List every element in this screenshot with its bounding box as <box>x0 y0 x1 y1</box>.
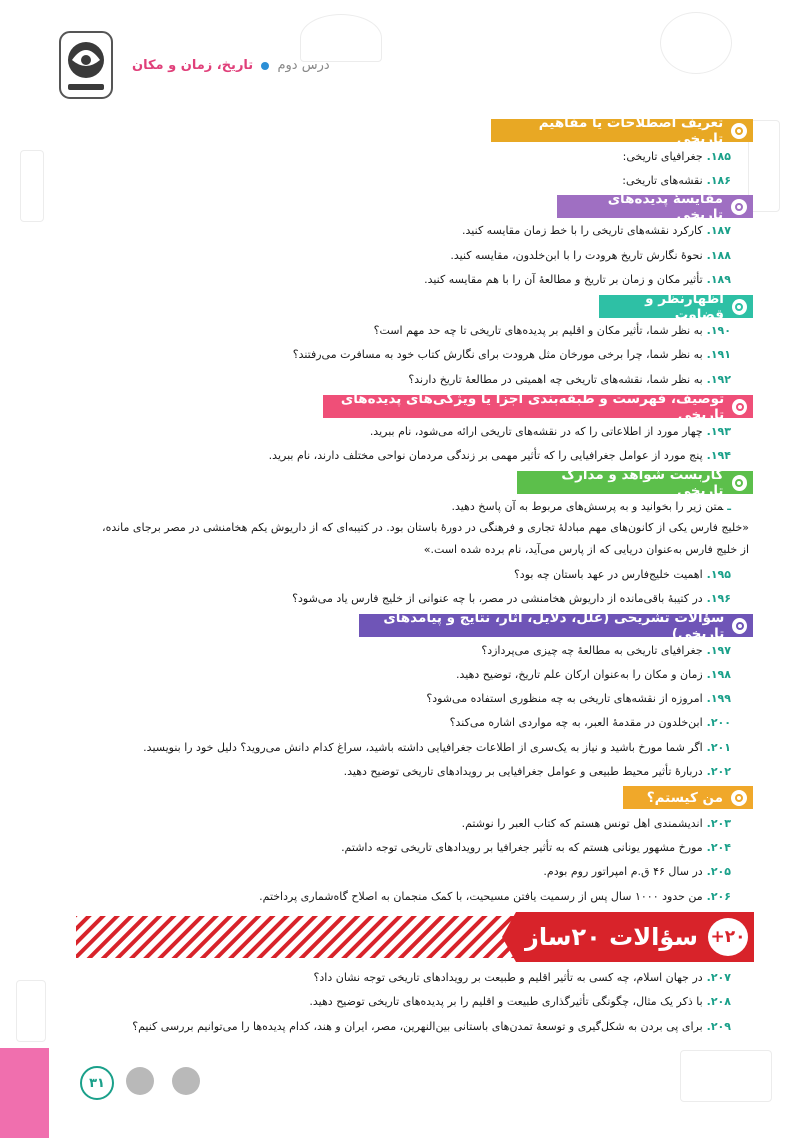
target-icon <box>732 618 747 634</box>
quoted-passage: «خلیج فارس یکی از کانون‌های مهم مبادلهٔ تجاری و فرهنگی در دورهٔ باستان بود. در کتیبه‌ای که از داریوش یکم هخامنشی در مصر برجای مانده، <box>102 521 749 534</box>
target-icon <box>732 399 747 415</box>
question-item: ۱۹۰.به نظر شما، تأثیر مکان و اقلیم بر پدیده‌های تاریخی تا چه حد مهم است؟ <box>373 324 731 337</box>
question-item: ۲۰۶.من حدود ۱۰۰۰ سال پس از رسمیت یافتن مسیحیت، با کمک منجمان به اصلاح گاه‌شماری پرداختم. <box>259 890 731 903</box>
bullet-dot-icon <box>261 62 269 70</box>
section-title: اظهارنظر و قضاوت <box>645 290 724 323</box>
question-item: ۱۹۹.امروزه از نقشه‌های تاریخی به چه منظوری استفاده می‌شود؟ <box>426 692 731 705</box>
question-intro: ـمتن زیر را بخوانید و به پرسش‌های مربوط به آن پاسخ دهید. <box>451 500 731 513</box>
question-item: ۱۸۵.جغرافیای تاریخی: <box>622 150 731 163</box>
section-title: مقایسهٔ پدیده‌های تاریخی <box>607 190 724 223</box>
background-doodle <box>680 1050 772 1102</box>
background-doodle <box>20 150 44 222</box>
topic-label: تاریخ، زمان و مکان <box>132 58 254 73</box>
target-icon <box>731 199 747 215</box>
question-item: ۱۹۷.جغرافیای تاریخی به مطالعهٔ چه چیزی می‌پردازد؟ <box>481 644 731 657</box>
background-doodle <box>16 980 46 1042</box>
target-icon <box>731 123 747 139</box>
question-item: ۲۰۷.در جهان اسلام، چه کسی به تأثیر اقلیم و طبیعت بر رویدادهای تاریخی توجه نشان داد؟ <box>313 971 731 984</box>
section-heading <box>491 114 753 147</box>
decor-circle <box>126 1067 154 1095</box>
section-heading <box>623 786 753 809</box>
question-item: ۱۸۶.نقشه‌های تاریخی: <box>622 174 731 187</box>
target-icon <box>732 299 747 315</box>
question-item: ۲۰۰.ابن‌خلدون در مقدمهٔ العبر، به چه مواردی اشاره می‌کند؟ <box>449 716 731 729</box>
page-header <box>0 0 805 110</box>
question-item: ۱۹۸.زمان و مکان را به‌عنوان ارکان علم تاریخ، توضیح دهید. <box>456 668 731 681</box>
question-item: ۱۹۵.اهمیت خلیج‌فارس در عهد باستان چه بود؟ <box>513 568 731 581</box>
section-title: توصیف، فهرست و طبقه‌بندی اجزا یا ویژگی‌های پدیده‌های تاریخی <box>340 390 725 423</box>
question-item: ۲۰۴.مورخ مشهور یونانی هستم که به تأثیر جغرافیا بر رویدادهای تاریخی توجه داشتم. <box>341 841 731 854</box>
section-heading <box>599 290 753 323</box>
question-item: ۱۹۶.در کتیبهٔ باقی‌مانده از داریوش هخامنشی در مصر، با چه عنوانی از خلیج فارس یاد می‌شود؟ <box>292 592 731 605</box>
section-heading <box>359 609 753 642</box>
question-item: ۱۹۱.به نظر شما، چرا برخی مورخان مثل هرودت برای نگارش کتاب خود به مسافرت می‌رفتند؟ <box>292 348 731 361</box>
decor-circle <box>172 1067 200 1095</box>
page-number: ۳۱ <box>80 1066 114 1100</box>
question-item: ۱۸۸.نحوهٔ نگارش تاریخ هرودت را با ابن‌خلدون، مقایسه کنید. <box>450 249 731 262</box>
section-heading <box>323 390 753 423</box>
question-item: ۱۸۹.تأثیر مکان و زمان بر تاریخ و مطالعهٔ آن را با هم مقایسه کنید. <box>424 273 731 286</box>
bonus-questions-banner <box>76 912 754 962</box>
question-item: ۱۹۳.چهار مورد از اطلاعاتی را که در نقشه‌های تاریخی ارائه می‌شود، نام ببرید. <box>369 425 731 438</box>
quoted-passage: از خلیج فارس به‌عنوان دریایی که از پارس می‌آید، نام برده شده است.» <box>423 543 749 556</box>
target-icon <box>732 475 748 491</box>
banner-badge: +۲۰ <box>708 918 748 956</box>
banner-title: سؤالات ۲۰ساز <box>525 923 698 951</box>
question-item: ۲۰۵.در سال ۴۶ ق.م امپراتور روم بودم. <box>543 865 731 878</box>
section-title: کاربست شواهد و مدارک تاریخی <box>561 466 724 499</box>
section-title: من کیستم؟ <box>646 789 723 806</box>
header-breadcrumb <box>132 58 330 73</box>
question-item: ۲۰۳.اندیشمندی اهل تونس هستم که کتاب العبر را نوشتم. <box>461 817 731 830</box>
target-icon <box>731 790 747 806</box>
question-item: ۲۰۲.دربارهٔ تأثیر محیط طبیعی و عوامل جغرافیایی بر رویدادهای تاریخی توضیح دهید. <box>343 765 731 778</box>
question-item: ۲۰۹.برای پی بردن به شکل‌گیری و توسعهٔ تمدن‌های باستانی بین‌النهرین، مصر، ایران و هند، کدام پدیده‌ها را می‌توانیم بررسی کنیم؟ <box>132 1020 731 1033</box>
question-item: ۱۹۴.پنج مورد از عوامل جغرافیایی را که تأثیر مهمی بر زندگی مردمان نواحی مختلف دارند، نام ببرید. <box>268 449 731 462</box>
section-title: تعریف اصطلاحات یا مفاهیم تاریخی <box>538 114 724 147</box>
question-item: ۱۸۷.کارکرد نقشه‌های تاریخی را با خط زمان مقایسه کنید. <box>462 224 731 237</box>
section-heading <box>557 190 753 223</box>
publisher-logo-icon <box>58 30 114 100</box>
question-item: ۲۰۱.اگر شما مورخ باشید و نیاز به یک‌سری از اطلاعات جغرافیایی داشته باشید، سراغ کدام دانش می‌روید؟ دلیل خود را بنویسید. <box>143 741 731 754</box>
question-item: ۱۹۲.به نظر شما، نقشه‌های تاریخی چه اهمیتی در مطالعهٔ تاریخ دارند؟ <box>408 373 731 386</box>
page-edge-tab <box>0 1048 49 1138</box>
lesson-label: درس دوم <box>277 58 330 73</box>
question-item: ۲۰۸.با ذکر یک مثال، چگونگی تأثیرگذاری طبیعت و اقلیم را بر پدیده‌های تاریخی توضیح دهید. <box>309 995 731 1008</box>
section-title: سؤالات تشریحی (علل، دلایل، آثار، نتایج و پیامدهای تاریخی) <box>383 609 725 642</box>
section-heading <box>517 466 753 499</box>
